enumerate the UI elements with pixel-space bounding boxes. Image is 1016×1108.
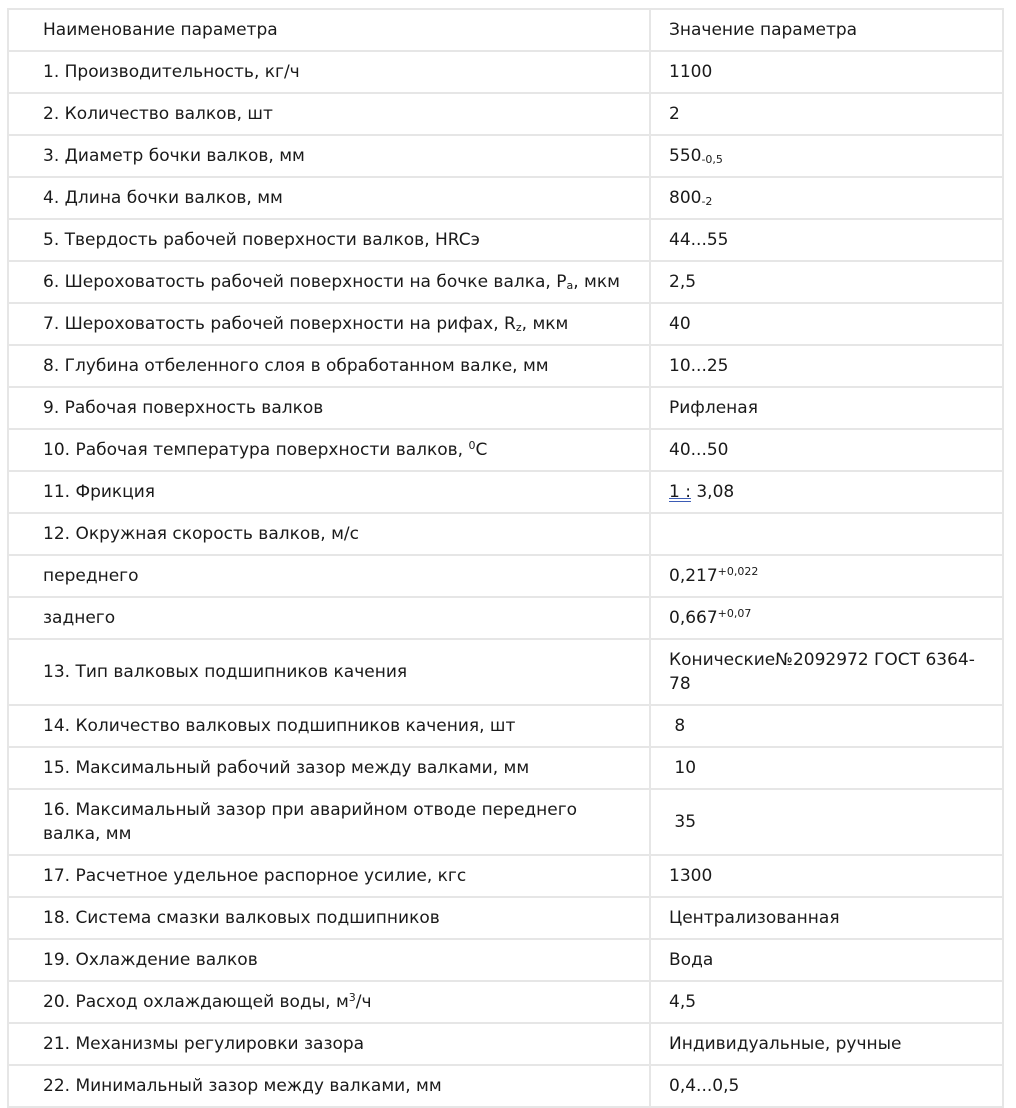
param-tolerance: -2 xyxy=(701,195,713,208)
param-value: 3,08 xyxy=(690,482,735,502)
param-value: 0,217 xyxy=(669,566,718,586)
table-row xyxy=(8,939,1003,981)
param-value: 8 xyxy=(650,705,1003,747)
param-value: 800 xyxy=(669,188,702,208)
param-name: 16. Максимальный зазор при аварийном отводе переднего валка, мм xyxy=(8,789,650,855)
param-value: 2,5 xyxy=(650,261,1003,303)
table-row xyxy=(8,303,1003,345)
param-name: 10. Рабочая температура поверхности валков, xyxy=(43,440,469,460)
param-value: 35 xyxy=(650,789,1003,855)
table-row xyxy=(8,135,1003,177)
param-name-cell xyxy=(8,981,650,1023)
param-name-suffix: /ч xyxy=(355,992,372,1012)
param-value: Централизованная xyxy=(650,897,1003,939)
param-name: 11. Фрикция xyxy=(8,471,650,513)
param-value: Вода xyxy=(650,939,1003,981)
table-row xyxy=(8,177,1003,219)
param-value-cell xyxy=(650,471,1003,513)
param-value: Конические№2092972 ГОСТ 6364-78 xyxy=(650,639,1003,705)
param-name-suffix: С xyxy=(475,440,488,460)
table-row xyxy=(8,555,1003,597)
param-name-superscript: 0 xyxy=(468,439,476,452)
table-row xyxy=(8,429,1003,471)
table-row xyxy=(8,789,1003,855)
param-name: 3. Диаметр бочки валков, мм xyxy=(8,135,650,177)
param-name: 9. Рабочая поверхность валков xyxy=(8,387,650,429)
param-name: 1. Производительность, кг/ч xyxy=(8,51,650,93)
param-tolerance: +0,022 xyxy=(717,565,759,578)
table-row xyxy=(8,855,1003,897)
table-row xyxy=(8,981,1003,1023)
header-name-cell: Наименование параметра xyxy=(8,9,650,51)
param-value: 0,4...0,5 xyxy=(650,1065,1003,1107)
param-tolerance: +0,07 xyxy=(717,607,752,620)
table-row xyxy=(8,51,1003,93)
table-header-row xyxy=(8,9,1003,51)
param-value: 550 xyxy=(669,146,702,166)
param-tolerance: -0,5 xyxy=(701,153,723,166)
param-name: 22. Минимальный зазор между валками, мм xyxy=(8,1065,650,1107)
header-value-cell: Значение параметра xyxy=(650,9,1003,51)
table-row xyxy=(8,1023,1003,1065)
param-name-cell xyxy=(8,429,650,471)
table-row xyxy=(8,1065,1003,1107)
param-value-cell xyxy=(650,135,1003,177)
param-name-superscript: 3 xyxy=(348,991,356,1004)
param-value-cell xyxy=(650,555,1003,597)
param-value-cell xyxy=(650,177,1003,219)
table-row xyxy=(8,513,1003,555)
table-row xyxy=(8,639,1003,705)
table-row xyxy=(8,747,1003,789)
table-row xyxy=(8,219,1003,261)
param-name-cell xyxy=(8,303,650,345)
param-name-subscript: a xyxy=(566,279,574,292)
table-row xyxy=(8,387,1003,429)
param-value: Индивидуальные, ручные xyxy=(650,1023,1003,1065)
param-value: 10...25 xyxy=(650,345,1003,387)
param-name: 14. Количество валковых подшипников качения, шт xyxy=(8,705,650,747)
parameters-table xyxy=(7,8,1004,1108)
param-value: 40 xyxy=(650,303,1003,345)
param-value: 1100 xyxy=(650,51,1003,93)
param-name-subscript: z xyxy=(515,321,522,334)
param-value: 1300 xyxy=(650,855,1003,897)
param-value: Рифленая xyxy=(650,387,1003,429)
param-value: 0,667 xyxy=(669,608,718,628)
param-name: 8. Глубина отбеленного слоя в обработанном валке, мм xyxy=(8,345,650,387)
table-row xyxy=(8,705,1003,747)
param-name: 4. Длина бочки валков, мм xyxy=(8,177,650,219)
ratio-link[interactable]: 1 : xyxy=(669,482,691,502)
param-name: 5. Твердость рабочей поверхности валков, HRCэ xyxy=(8,219,650,261)
param-name: 2. Количество валков, шт xyxy=(8,93,650,135)
table-row xyxy=(8,897,1003,939)
table-row xyxy=(8,261,1003,303)
param-name: 20. Расход охлаждающей воды, м xyxy=(43,992,349,1012)
param-name: 7. Шероховатость рабочей поверхности на рифах, R xyxy=(43,314,516,334)
param-value: 40...50 xyxy=(650,429,1003,471)
spec-table-container xyxy=(7,8,1002,1108)
param-name: 21. Механизмы регулировки зазора xyxy=(8,1023,650,1065)
param-name-suffix: , мкм xyxy=(521,314,569,334)
param-name: заднего xyxy=(8,597,650,639)
param-value-cell xyxy=(650,597,1003,639)
param-value: 10 xyxy=(650,747,1003,789)
param-value: 2 xyxy=(650,93,1003,135)
param-name: 13. Тип валковых подшипников качения xyxy=(8,639,650,705)
param-name: 18. Система смазки валковых подшипников xyxy=(8,897,650,939)
table-row xyxy=(8,93,1003,135)
table-row xyxy=(8,345,1003,387)
param-value: 44...55 xyxy=(650,219,1003,261)
param-name: 17. Расчетное удельное распорное усилие, кгс xyxy=(8,855,650,897)
param-name-cell xyxy=(8,261,650,303)
param-name: 12. Окружная скорость валков, м/с xyxy=(8,513,650,555)
param-name: 15. Максимальный рабочий зазор между валками, мм xyxy=(8,747,650,789)
param-name: 19. Охлаждение валков xyxy=(8,939,650,981)
param-value xyxy=(650,513,1003,555)
param-name-suffix: , мкм xyxy=(573,272,620,292)
param-name: 6. Шероховатость рабочей поверхности на бочке валка, P xyxy=(43,272,567,292)
param-value: 4,5 xyxy=(650,981,1003,1023)
table-row xyxy=(8,597,1003,639)
param-name: переднего xyxy=(8,555,650,597)
table-row xyxy=(8,471,1003,513)
